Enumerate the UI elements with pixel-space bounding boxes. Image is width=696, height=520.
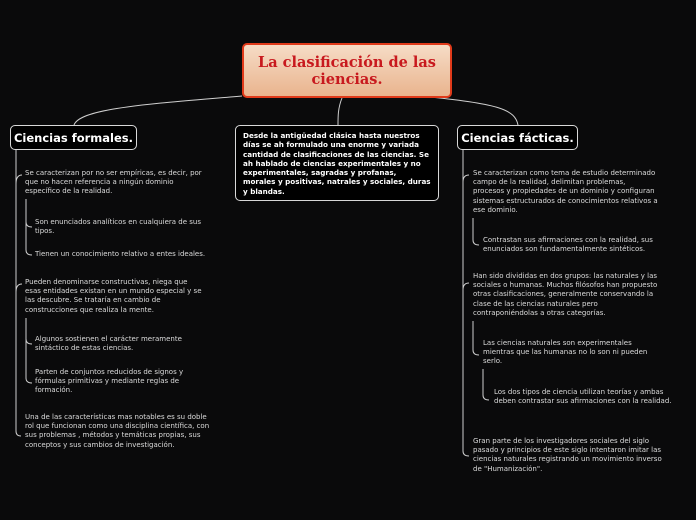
formales-topic-1a[interactable]: Son enunciados analíticos en cualquiera de sus tipos.	[35, 218, 202, 236]
formales-topic-2[interactable]: Pueden denominarse constructivas, niega que esas entidades existan en un mundo especial y se las descubre. Se trataría en cambio de construcciones que realiza la mente.	[25, 278, 202, 314]
link-formales-t1a	[26, 222, 32, 227]
branch-ciencias-facticas-label: Ciencias fácticas.	[461, 130, 574, 145]
facticas-topic-2a[interactable]: Las ciencias naturales son experimentales mientras que las humanas no lo son ni pueden serlo.	[483, 339, 648, 366]
link-formales-trunk	[16, 150, 21, 436]
facticas-topic-1[interactable]: Se caracterizan como tema de estudio determinado campo de la realidad, delimitan problemas, procesos y propiedades de un dominio y configuran sistemas estructurados de conocimientos relativos a ese dominio.	[473, 169, 658, 214]
facticas-topic-2[interactable]: Han sido divididas en dos grupos: las naturales y las sociales o humanas. Muchos filósofos han propuesto otras clasificaciones, generalmente conservando la clase de las ciencias naturales pero contraponiéndolas a otras categorías.	[473, 272, 658, 317]
main-topic[interactable]	[242, 43, 452, 98]
link-title-formales	[74, 96, 242, 125]
link-formales-t1	[16, 175, 22, 184]
facticas-topic-3[interactable]: Gran parte de los investigadores sociales del siglo pasado y principios de este siglo intentaron imitar las ciencias naturales registrando un movimiento inverso de "Humanización".	[473, 437, 662, 473]
facticas-topic-1a[interactable]: Contrastan sus afirmaciones con la realidad, sus enunciados son fundamentalmente sintéticos.	[483, 236, 653, 254]
link-facticas-t2-sub	[473, 321, 479, 355]
formales-topic-3[interactable]: Una de las características mas notables es su doble rol que funcionan como una disciplina científica, con sus problemas , métodos y temáticas propias, sus conceptos y sus cambios de investigación.	[25, 413, 210, 449]
link-facticas-t1	[463, 175, 469, 182]
link-facticas-t1-sub	[473, 218, 479, 245]
link-formales-t2-sub	[26, 318, 32, 383]
link-title-facticas	[430, 97, 518, 125]
formales-topic-2a[interactable]: Algunos sostienen el carácter meramente sintáctico de estas ciencias.	[35, 335, 182, 353]
link-facticas-t2	[463, 283, 469, 290]
branch-ciencias-facticas[interactable]	[457, 125, 578, 150]
central-description-text: Desde la antigüedad clásica hasta nuestros días se ah formulado una enorme y variada cantidad de clasificaciones de las ciencias. Se ah hablado de ciencias experimentales y no experimentales, sagradas y profanas, morales y positivas, natrales y sociales, duras y blandas.	[243, 131, 431, 196]
main-topic-title: La clasificación de las ciencias.	[258, 53, 436, 88]
formales-topic-1b[interactable]: Tienen un conocimiento relativo a entes ideales.	[35, 250, 206, 258]
formales-topic-2b[interactable]: Parten de conjuntos reducidos de signos y fórmulas primitivas y mediante reglas de formación.	[35, 368, 184, 395]
central-description-box[interactable]	[235, 125, 439, 201]
link-facticas-trunk	[463, 150, 469, 456]
branch-ciencias-formales-label: Ciencias formales.	[13, 130, 133, 145]
formales-topic-1[interactable]: Se caracterizan por no ser empíricas, es decir, por que no hacen referencia a ningún dominio específico de la realidad.	[25, 169, 202, 196]
link-title-center	[338, 98, 342, 125]
branch-ciencias-formales[interactable]	[10, 125, 137, 150]
link-facticas-t2a-sub	[483, 369, 489, 400]
link-formales-t2	[16, 284, 22, 292]
facticas-topic-2a1[interactable]: Los dos tipos de ciencia utilizan teorías y ambas deben contrastar sus afirmaciones con la realidad.	[494, 388, 672, 406]
link-formales-t2a	[26, 339, 32, 344]
